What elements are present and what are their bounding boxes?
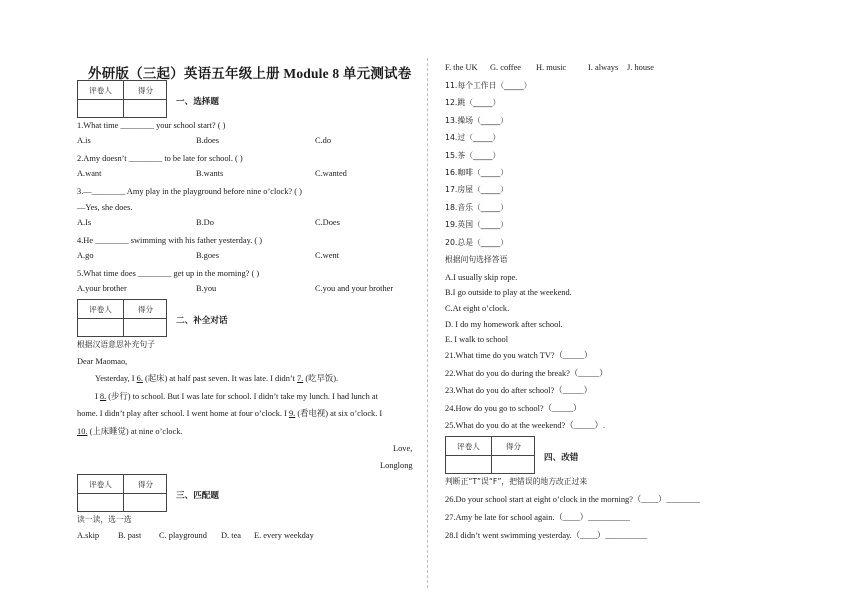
q5-option-a: A.your brother	[77, 284, 127, 293]
q2-option-b: B.wants	[196, 169, 224, 178]
match-item: 19.英国（_____）	[445, 220, 509, 229]
letter-instruction: 根据汉语意思补充句子	[77, 340, 155, 349]
score-box-2	[77, 299, 167, 337]
question-3-stem: 3.—________ Amy play in the playground before nine o’clock? ( )	[77, 187, 302, 196]
q4-option-a: A.go	[77, 251, 94, 260]
question-1-stem: 1.What time ________ your school start? ( )	[77, 121, 226, 130]
section-heading-dialogue: 二、补全对话	[176, 316, 228, 326]
correction-item: 27.Amy be late for school again.（____）__________	[445, 513, 630, 522]
page-title: 外研版（三起）英语五年级上册 Module 8 单元测试卷	[88, 66, 412, 81]
q3-option-b: B.Do	[196, 218, 214, 227]
score-label: 得分	[137, 480, 154, 489]
section-heading-choice: 一、选择题	[176, 97, 219, 107]
q5-option-c: C.you and your brother	[315, 284, 394, 293]
match-option: B. past	[118, 531, 142, 540]
qa-answer: C.At eight o’clock.	[445, 304, 510, 313]
score-box-1	[77, 80, 167, 118]
qa-answer: A.I usually skip rope.	[445, 273, 518, 282]
qa-question: 24.How do you go to school?（_____）	[445, 404, 582, 413]
letter-line-1: Yesterday, I 6. (起床) at half past seven. It was late. I didn’t 7. (吃早饭).	[95, 374, 339, 383]
match-instruction: 读一读，选一选	[77, 515, 132, 524]
q2-option-c: C.wanted	[315, 169, 347, 178]
question-4-stem: 4.He ________ swimming with his father yesterday. ( )	[77, 236, 263, 245]
match-option: C. playground	[159, 531, 207, 540]
match-item: 20.总是（_____）	[445, 238, 509, 247]
q1-option-c: C.do	[315, 136, 332, 145]
match-item: 17.房屋（_____）	[445, 185, 509, 194]
match-item: 18.音乐（_____）	[445, 203, 509, 212]
q1-option-a: A.is	[77, 136, 91, 145]
qa-answer: E. I walk to school	[445, 335, 509, 344]
qa-instruction: 根据问句选择答语	[445, 255, 508, 264]
correction-item: 28.I didn’t went swimming yesterday.（____）__________	[445, 531, 648, 540]
match-item: 15.茶（_____）	[445, 151, 501, 160]
qa-answer: B.I go outside to play at the weekend.	[445, 288, 572, 297]
score-label: 得分	[505, 442, 522, 451]
match-option: G. coffee	[490, 63, 522, 72]
match-item: 11.每个工作日（_____）	[445, 81, 532, 90]
blank-9: 9.	[288, 409, 296, 418]
score-box-3	[77, 474, 167, 512]
question-2-stem: 2.Amy doesn’t ________ to be late for school. ( )	[77, 154, 243, 163]
qa-question: 22.What do you do during the break?（_____）	[445, 369, 608, 378]
correction-item: 26.Do your school start at eight o’clock in the morning?（____）________	[445, 495, 700, 504]
qa-answer: D. I do my homework after school.	[445, 320, 563, 329]
letter-greeting: Dear Maomao,	[77, 357, 128, 366]
match-item: 16.咖啡（_____）	[445, 168, 509, 177]
qa-question: 21.What time do you watch TV?（_____）	[445, 351, 593, 360]
match-option: I. always	[588, 63, 619, 72]
reviewer-label: 评卷人	[89, 86, 112, 95]
letter-line-4: 10. (上床睡觉) at nine o’clock.	[77, 427, 183, 436]
section-heading-matching: 三、匹配题	[176, 491, 219, 501]
section-heading-correction: 四、改错	[544, 453, 579, 463]
blank-10: 10.	[77, 427, 88, 436]
match-option: F. the UK	[445, 63, 478, 72]
q1-option-b: B.does	[196, 136, 220, 145]
correction-instruction: 判断正“T”误“F”，把错误的地方改正过来	[445, 477, 588, 486]
match-item: 14.过（_____）	[445, 133, 501, 142]
score-label: 得分	[137, 305, 154, 314]
match-item: 13.操场（_____）	[445, 116, 509, 125]
match-option: H. music	[536, 63, 567, 72]
match-option: J. house	[627, 63, 654, 72]
q2-option-a: A.want	[77, 169, 102, 178]
reviewer-label: 评卷人	[457, 442, 480, 451]
q4-option-b: B.goes	[196, 251, 220, 260]
question-3-reply: —Yes, she does.	[77, 203, 133, 212]
match-option: D. tea	[221, 531, 241, 540]
blank-8: 8.	[99, 392, 107, 401]
letter-closing: Love,	[393, 444, 413, 453]
letter-signature: Longlong	[380, 461, 413, 470]
question-5-stem: 5.What time does ________ get up in the morning? ( )	[77, 269, 260, 278]
column-divider	[427, 58, 428, 588]
blank-6: 6.	[136, 374, 143, 383]
blank-7: 7.	[296, 374, 304, 383]
match-option: A.skip	[77, 531, 100, 540]
q4-option-c: C.went	[315, 251, 339, 260]
qa-question: 23.What do you do after school?（_____）	[445, 386, 592, 395]
score-label: 得分	[137, 86, 154, 95]
qa-question: 25.What do you do at the weekend?（_____）.	[445, 421, 606, 430]
letter-line-2: I 8. (步行) to school. But I was late for school. I didn’t take my lunch. I had lunch at	[95, 392, 378, 401]
q3-option-a: A.Is	[77, 218, 92, 227]
match-option: E. every weekday	[254, 531, 314, 540]
reviewer-label: 评卷人	[89, 480, 112, 489]
reviewer-label: 评卷人	[89, 305, 112, 314]
q5-option-b: B.you	[196, 284, 217, 293]
match-item: 12.跳（_____）	[445, 98, 501, 107]
q3-option-c: C.Does	[315, 218, 340, 227]
letter-line-3: home. I didn’t play after school. I went home at four o’clock. I 9. (看电视) at six o’clock. I	[77, 409, 383, 418]
score-box-4	[445, 436, 535, 474]
